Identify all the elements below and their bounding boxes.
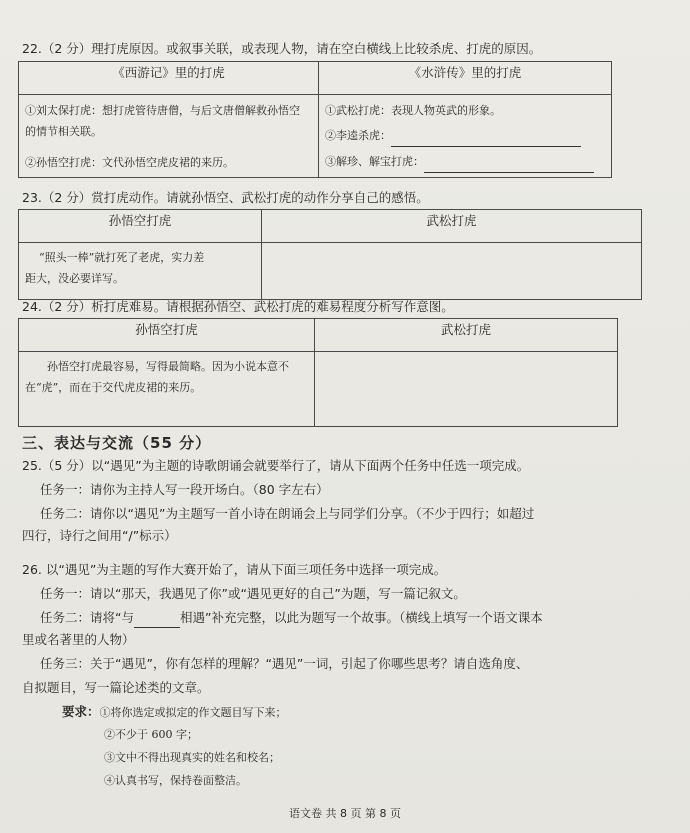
q22-col1-item1: ①刘太保打虎：想打虎管待唐僧，与后文唐僧解救孙悟空的情节相关联。 [25, 104, 300, 138]
q22-prompt: 22.（2 分）理打虎原因。或叙事关联，或表现人物，请在空白横线上比较杀虎、打虎的原因。 [22, 41, 542, 56]
q26-task3-line1: 任务三：关于“遇见”，你有怎样的理解？“遇见”一词，引起了你哪些思考？请自选角度、 [40, 656, 529, 671]
q23-col2-cell[interactable] [262, 243, 642, 300]
q24-table [18, 318, 618, 427]
q24-col2-header: 武松打虎 [315, 319, 618, 352]
q26-req2: ②不少于 600 字； [104, 728, 198, 741]
q26-req1: ①将你选定或拟定的作文题目写下来； [99, 706, 287, 719]
q22-col1-item2: ②孙悟空打虎：文代孙悟空虎皮裙的来历。 [25, 156, 234, 169]
q26-requirements [62, 703, 690, 722]
q26-task2-part-b: 相遇”补充完整，以此为题写一个故事。（横线上填写一个语文课本 [179, 610, 543, 625]
q23-table [18, 209, 642, 300]
q25-prompt: 25.（5 分）以“遇见”为主题的诗歌朗诵会就要举行了，请从下面两个任务中任选一项完成。 [22, 458, 530, 473]
section3-title: 三、表达与交流（55 分） [22, 434, 212, 452]
q26-task2-blank[interactable] [134, 609, 180, 628]
q22-table [18, 61, 612, 178]
q25-task2-line1: 任务二：请你以“遇见”为主题写一首小诗在朗诵会上与同学们分享。（不少于四行；如超过 [40, 506, 535, 521]
q23-col1-cell [19, 243, 262, 300]
q26-task3-line2: 自拟题目，写一篇论述类的文章。 [22, 680, 210, 695]
q26-req-label: 要求： [62, 704, 100, 719]
q23-col1-header: 孙悟空打虎 [19, 210, 262, 243]
q26-prompt: 26. 以“遇见”为主题的写作大赛开始了，请从下面三项任务中选择一项完成。 [22, 562, 447, 577]
q22-blank-1[interactable] [391, 125, 581, 147]
q22-col1-cell [19, 95, 319, 178]
q22-col2-cell [319, 95, 612, 178]
q23-prompt: 23.（2 分）赏打虎动作。请就孙悟空、武松打虎的动作分享自己的感悟。 [22, 190, 429, 205]
q23-col2-header: 武松打虎 [262, 210, 642, 243]
q24-col2-cell[interactable] [315, 352, 618, 427]
q24-col1-cell [19, 352, 315, 427]
q22-blank-2[interactable] [424, 151, 594, 173]
q26-task2-line1 [40, 609, 690, 628]
q22-col2-header: 《水浒传》里的打虎 [319, 62, 612, 95]
q26-task1: 任务一：请以“那天，我遇见了你”或“遇见更好的自己”为题，写一篇记叙文。 [40, 586, 466, 601]
page-footer: 语文卷 共 8 页 第 8 页 [289, 807, 401, 820]
q23-col1-body: “照头一棒”就打死了老虎，实力差距大，没必要详写。 [25, 251, 205, 285]
q22-col2-item1: ①武松打虎：表现人物英武的形象。 [325, 104, 501, 117]
q25-task1: 任务一：请你为主持人写一段开场白。（80 字左右） [40, 482, 329, 497]
q22-col2-item2: ②李逵杀虎： [325, 129, 391, 142]
q22-col1-header: 《西游记》里的打虎 [19, 62, 319, 95]
q25-task2-line2: 四行，诗行之间用“/”标示） [22, 528, 177, 543]
q24-col1-header: 孙悟空打虎 [19, 319, 315, 352]
q26-req4: ④认真书写，保持卷面整洁。 [104, 774, 247, 787]
q26-req3: ③文中不得出现真实的姓名和校名； [104, 751, 280, 764]
q24-col1-body: 孙悟空打虎最容易，写得最简略。因为小说本意不在“虎”，而在于交代虎皮裙的来历。 [25, 360, 289, 394]
q26-task2-line2: 里或名著里的人物） [22, 632, 135, 647]
q22-col2-item3: ③解珍、解宝打虎： [325, 155, 424, 168]
q24-prompt: 24.（2 分）析打虎难易。请根据孙悟空、武松打虎的难易程度分析写作意图。 [22, 299, 454, 314]
q26-task2-part-a: 任务二：请将“与 [40, 610, 134, 625]
